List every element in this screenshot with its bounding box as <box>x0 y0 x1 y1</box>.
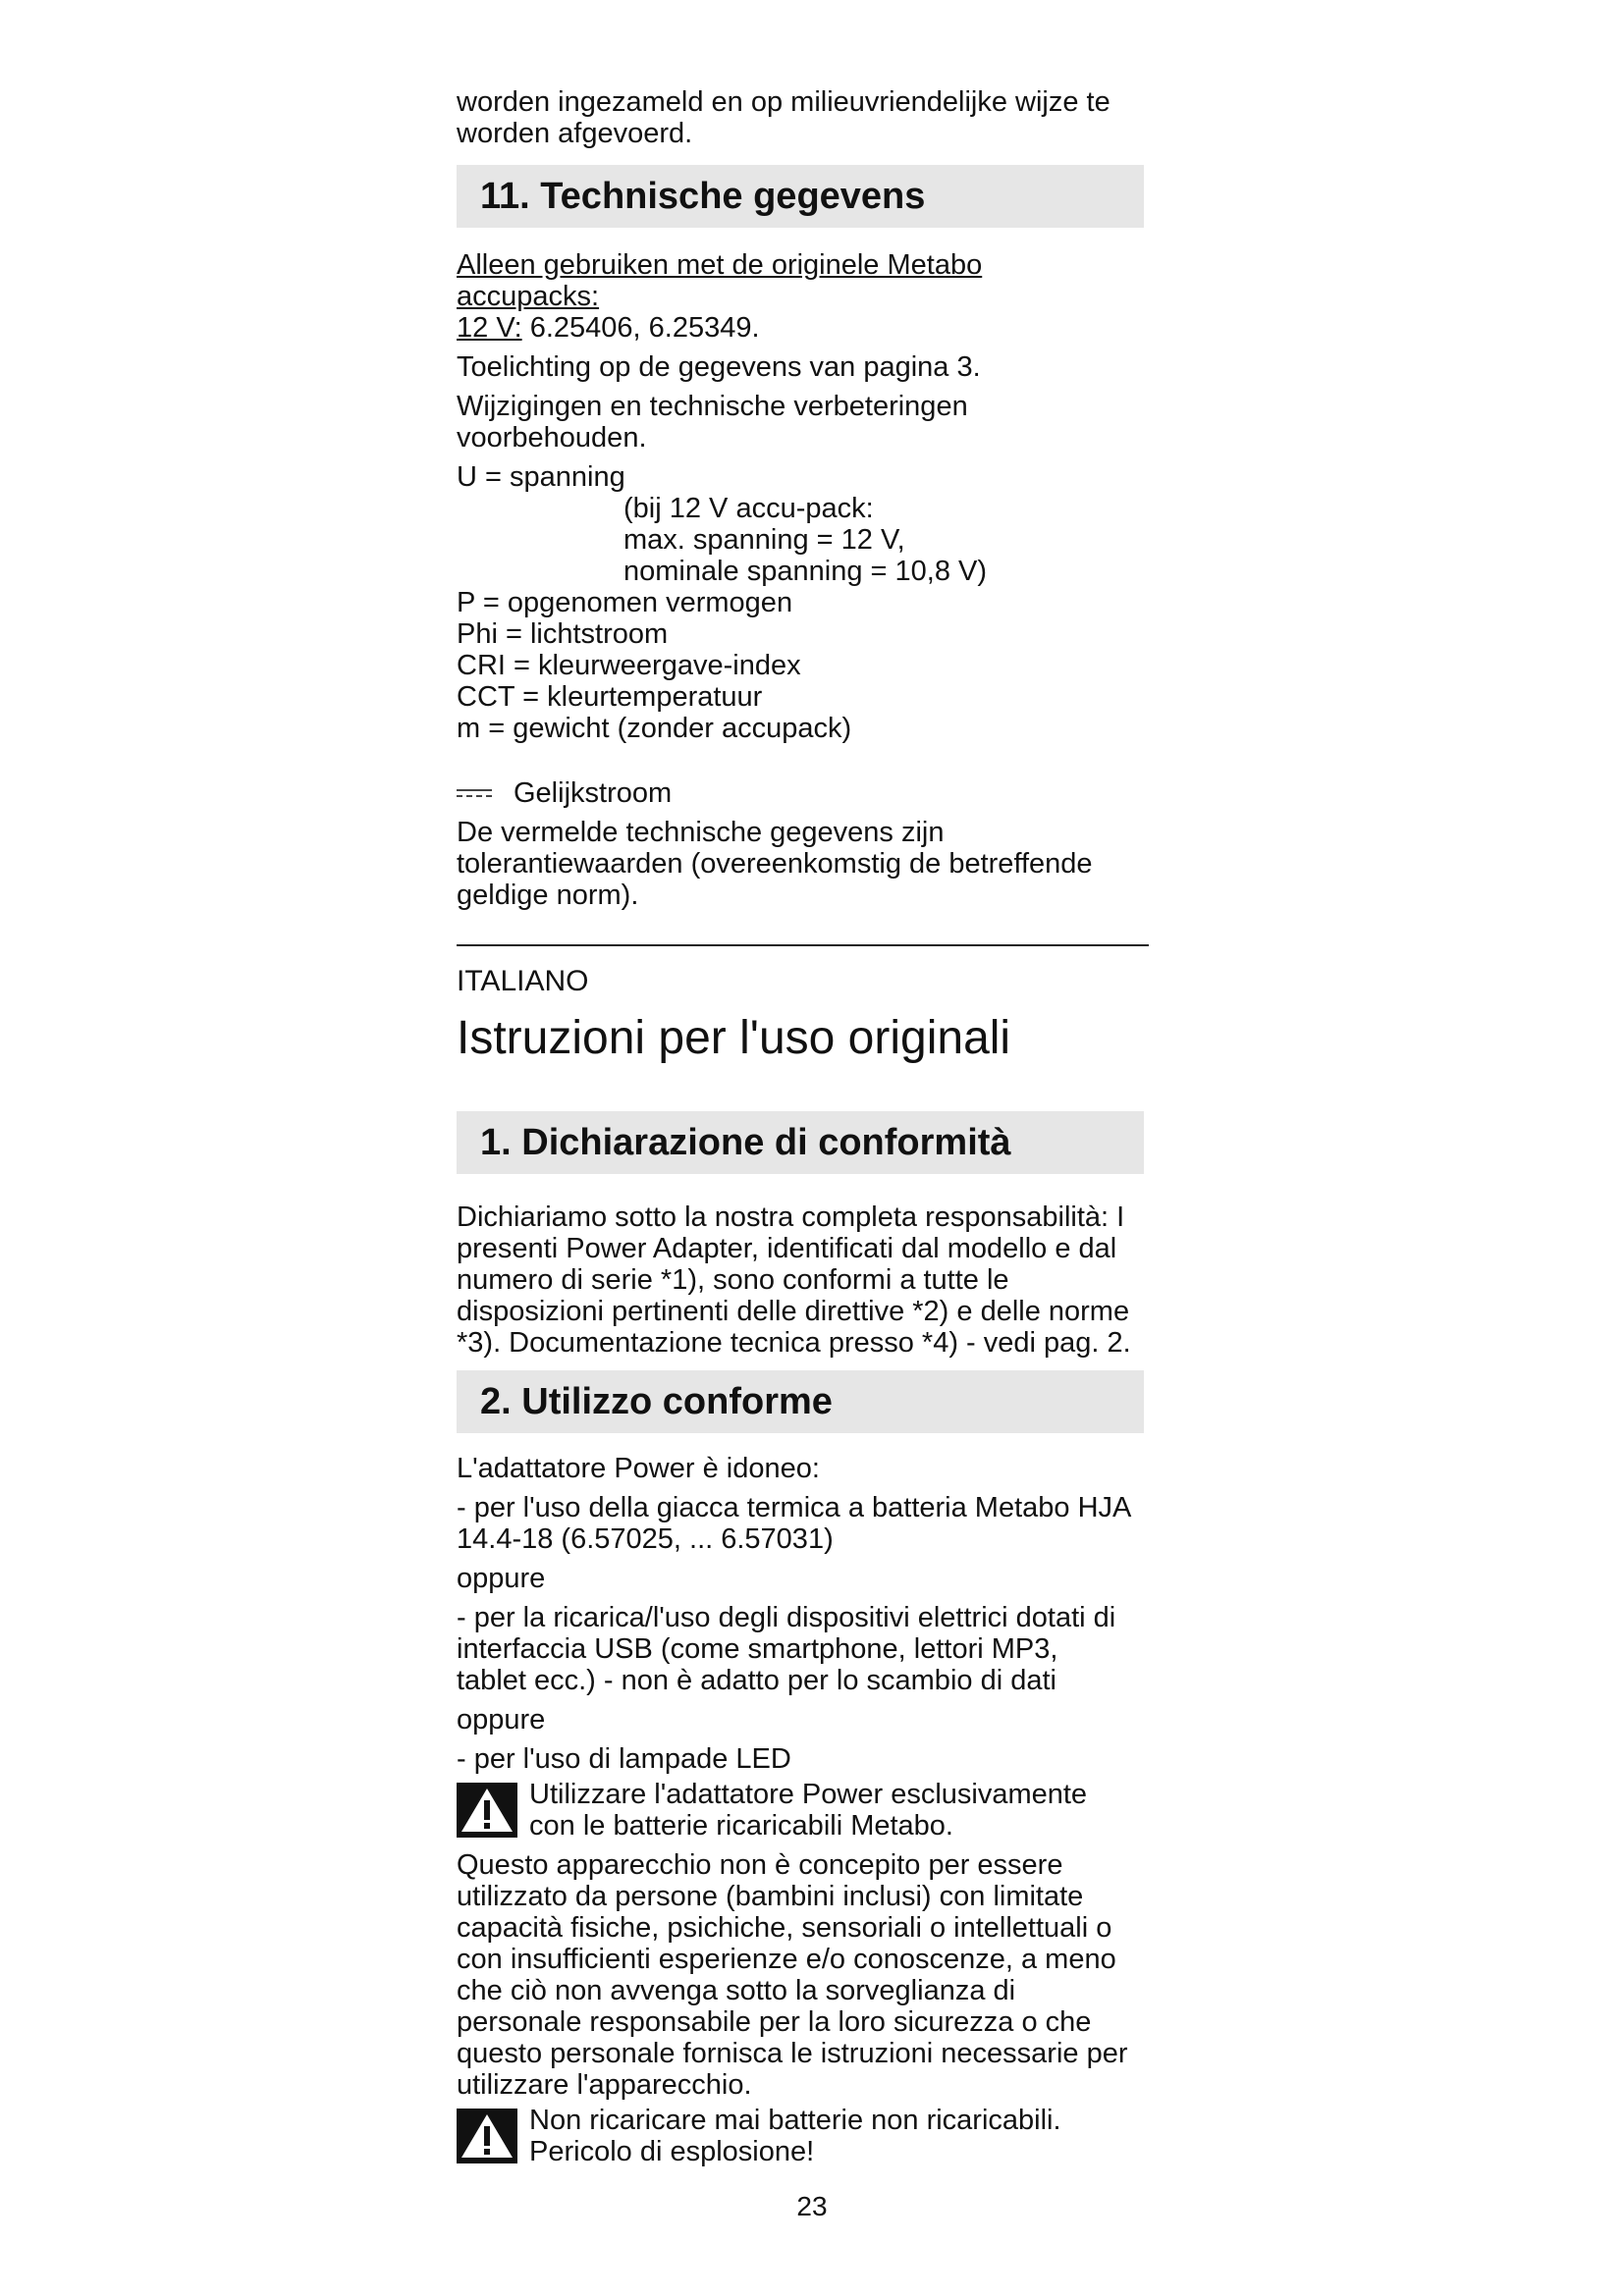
conformity-text: disposizioni pertinenti delle direttive *2) e delle norme <box>457 1296 1130 1327</box>
safety-text: utilizzare l'apparecchio. <box>457 2069 752 2101</box>
direct-current-icon <box>457 789 492 797</box>
definition-u: U = spanning <box>457 461 625 493</box>
safety-text: capacità fisiche, psichiche, sensoriali o intellettuali o <box>457 1912 1112 1944</box>
document-title: Istruzioni per l'uso originali <box>457 1012 1011 1064</box>
warning-triangle-icon <box>457 1783 517 1838</box>
intro-line: worden ingezameld en op milieuvriendelijke wijze te <box>457 86 1110 118</box>
u-detail: (bij 12 V accu-pack: <box>623 493 874 524</box>
page-column <box>457 86 1183 2167</box>
definition-item: m = gewicht (zonder accupack) <box>457 713 852 744</box>
or-text: oppure <box>457 1563 546 1594</box>
safety-text: con insufficienti esperienze e/o conoscenze, a meno <box>457 1944 1116 1975</box>
u-detail: max. spanning = 12 V, <box>623 524 905 556</box>
tolerance-text: geldige norm). <box>457 880 639 911</box>
voltage-models: 6.25406, 6.25349. <box>521 312 760 344</box>
changes-text: voorbehouden. <box>457 422 647 454</box>
warning-line: Pericolo di esplosione! <box>529 2136 815 2167</box>
voltage-line <box>457 312 1183 344</box>
accupacks-label: Alleen gebruiken met de originele Metabo <box>457 249 983 281</box>
warning-block <box>457 1779 1183 1842</box>
safety-text: Questo apparecchio non è concepito per essere <box>457 1849 1063 1881</box>
section-heading-technical-data: 11. Technische gegevens <box>457 165 1144 228</box>
conformity-text: *3). Documentazione tecnica presso *4) - vedi pag. 2. <box>457 1327 1131 1359</box>
tolerance-text: De vermelde technische gegevens zijn <box>457 817 945 848</box>
definition-item: Phi = lichtstroom <box>457 618 669 650</box>
changes-text: Wijzigingen en technische verbeteringen <box>457 391 968 422</box>
warning-line: Non ricaricare mai batterie non ricaricabili. <box>529 2105 1061 2136</box>
u-detail: nominale spanning = 10,8 V) <box>623 556 988 587</box>
warning-line: con le batterie ricaricabili Metabo. <box>529 1810 953 1842</box>
conformity-text: presenti Power Adapter, identificati dal modello e dal <box>457 1233 1117 1264</box>
use-item: - per l'uso della giacca termica a batteria Metabo HJA <box>457 1492 1132 1523</box>
safety-text: che ciò non avvenga sotto la sorveglianza di <box>457 1975 1016 2006</box>
warning-triangle-icon <box>457 2109 517 2163</box>
use-item: - per l'uso di lampade LED <box>457 1743 791 1775</box>
direct-current-row <box>457 777 1183 809</box>
direct-current-label: Gelijkstroom <box>514 777 673 809</box>
safety-text: questo personale fornisca le istruzioni necessarie per <box>457 2038 1128 2069</box>
use-item: tablet ecc.) - non è adatto per lo scambio di dati <box>457 1665 1056 1696</box>
warning-text <box>529 2105 1061 2167</box>
section-heading-conformity: 1. Dichiarazione di conformità <box>457 1111 1144 1174</box>
page-number: 23 <box>796 2191 828 2221</box>
warning-line: Utilizzare l'adattatore Power esclusivamente <box>529 1779 1088 1810</box>
tolerance-text: tolerantiewaarden (overeenkomstig de betreffende <box>457 848 1093 880</box>
language-label: ITALIANO <box>457 965 589 997</box>
safety-text: utilizzato da persone (bambini inclusi) con limitate <box>457 1881 1084 1912</box>
section-divider <box>457 944 1149 946</box>
use-item: 14.4-18 (6.57025, ... 6.57031) <box>457 1523 834 1555</box>
suitable-text: L'adattatore Power è idoneo: <box>457 1453 820 1484</box>
use-item: - per la ricarica/l'uso degli dispositivi elettrici dotati di <box>457 1602 1116 1633</box>
conformity-text: numero di serie *1), sono conformi a tutte le <box>457 1264 1009 1296</box>
definition-item: CCT = kleurtemperatuur <box>457 681 763 713</box>
section-heading-intended-use: 2. Utilizzo conforme <box>457 1370 1144 1433</box>
intro-line: worden afgevoerd. <box>457 118 693 149</box>
warning-text <box>529 1779 1087 1842</box>
or-text: oppure <box>457 1704 546 1735</box>
definition-item: CRI = kleurweergave-index <box>457 650 801 681</box>
use-item: interfaccia USB (come smartphone, lettori MP3, <box>457 1633 1058 1665</box>
warning-block <box>457 2105 1183 2167</box>
safety-text: personale responsabile per la loro sicurezza o che <box>457 2006 1092 2038</box>
definition-item: P = opgenomen vermogen <box>457 587 793 618</box>
conformity-text: Dichiariamo sotto la nostra completa responsabilità: I <box>457 1201 1125 1233</box>
voltage-label: 12 V: <box>457 312 522 344</box>
accupacks-label: accupacks: <box>457 281 600 312</box>
explanation-text: Toelichting op de gegevens van pagina 3. <box>457 351 981 383</box>
